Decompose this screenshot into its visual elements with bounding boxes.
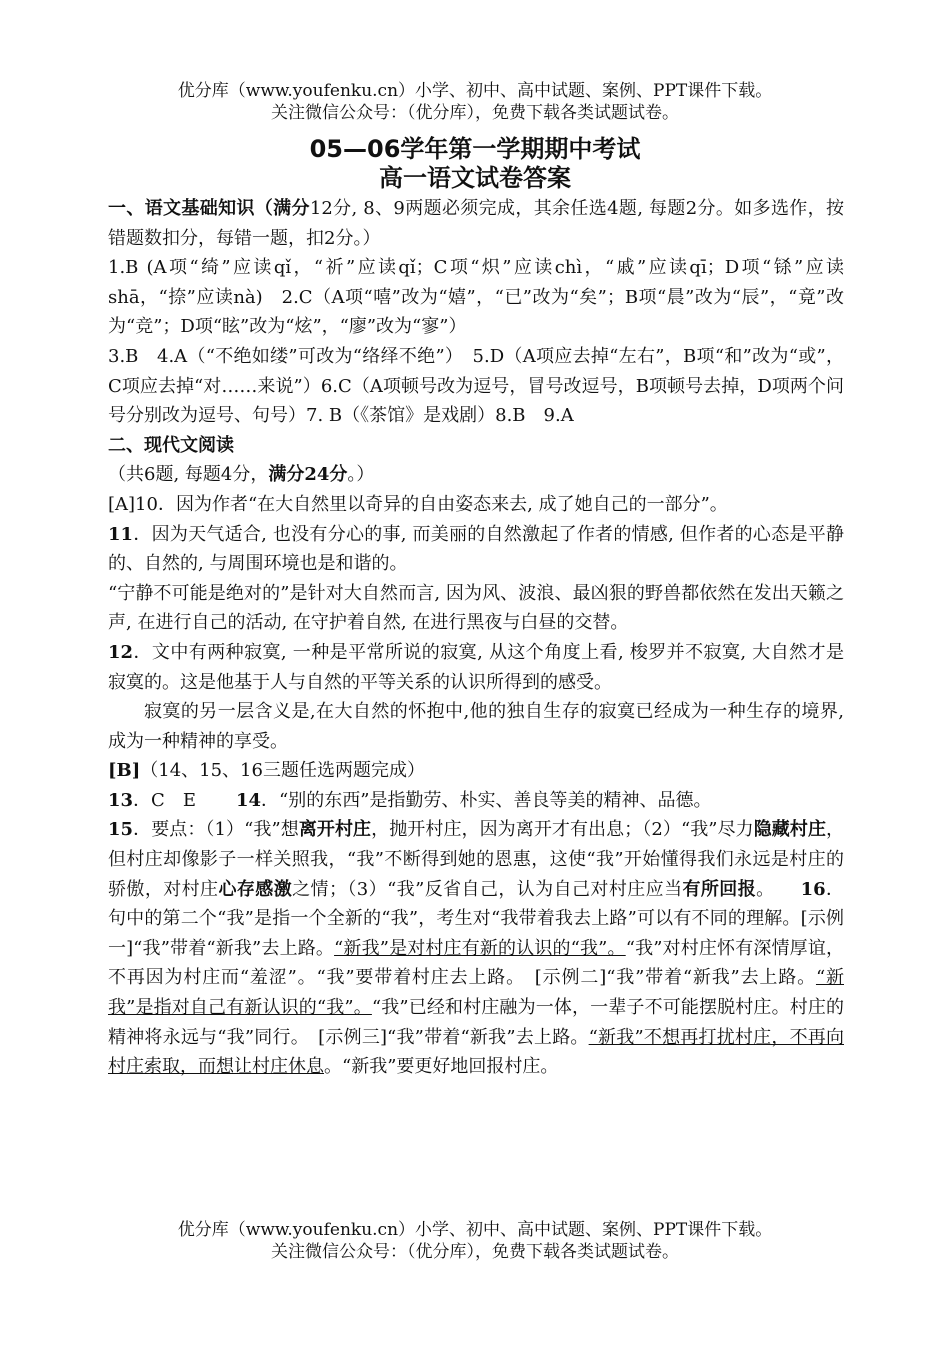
header-line-1: 优分库（www.youfenku.cn）小学、初中、高中试题、案例、PPT课件下载。 xyxy=(177,81,773,101)
answer-q10: [A]10．因为作者“在大自然里以奇异的自由姿态来去, 成了她自己的一部分”。 xyxy=(108,493,728,515)
section2-intro: （共6题, 每题4分，满分24分。） xyxy=(108,464,375,486)
footer-line-2: 关注微信公众号：（优分库），免费下载各类试题试卷。 xyxy=(271,1242,679,1262)
answer-q12-b: 寂寞的另一层含义是,在大自然的怀抱中,他的独自生存的寂寞已经成为一种生存的境界,成为一种精神的享受。 xyxy=(108,701,844,752)
answer-q13-q14: 13．C E 14．“别的东西”是指勤劳、朴实、善良等美的精神、品德。 xyxy=(108,789,712,811)
answer-body xyxy=(108,194,844,1082)
exam-subtitle: 高一语文试卷答案 xyxy=(379,164,571,192)
answer-q11: 11．因为天气适合, 也没有分心的事, 而美丽的自然激起了作者的情感, 但作者的心态是平静的、自然的, 与周围环境也是和谐的。 xyxy=(108,523,844,575)
section1-answers-1: 1.B (A项“绮”应读qǐ，“祈”应读qǐ；C项“炽”应读chì，“戚”应读qī；D项“铩”应读shā，“捺”应读nà) 2.C（A项“嘻”改为“嬉”，“已”改为“矣”；B项“晨”改为“辰”，“竟”改为“竞”；D项“眩”改为“炫”，“廖”改为“寥”） xyxy=(108,257,844,338)
section1-answers-2: 3.B 4.A（“不绝如缕”可改为“络绎不绝”） 5.D（A项应去掉“左右”，B项“和”改为“或”，C项应去掉“对……来说”）6.C（A项顿号改为逗号，冒号改逗号，B项顿号去掉，D项两个问号分别改为逗号、句号）7. B（《茶馆》是戏剧）8.B 9.A xyxy=(108,345,844,427)
answer-q15-q16: 15．要点：（1）“我”想离开村庄，抛开村庄，因为离开才有出息；（2）“我”尽力隐藏村庄，但村庄却像影子一样关照我，“我”不断得到她的恩惠，这使“我”开始懂得我们永远是村庄的骄傲，对村庄心存感激之情；（3）“我”反省自己，认为自己对村庄应当有所回报。 16．句中的第二个“我”是指一个全新的“我”，考生对“我带着我去上路”可以有不同的理解。[示例一]“我”带着“新我”去上路。“新我”是对村庄有新的认识的“我”。“我”对村庄怀有深情厚谊，不再因为村庄而“羞涩”。“我”要带着村庄去上路。 [示例二]“我”带着“新我”去上路。“新我”是指对自己有新认识的“我”。“我”已经和村庄融为一体，一辈子不可能摆脱村庄。村庄的精神将永远与“我”同行。 [示例三]“我”带着“新我”去上路。“新我”不想再打扰村庄，不再向村庄索取，而想让村庄休息。“新我”要更好地回报村庄。 xyxy=(108,819,845,1078)
exam-title: 05—06学年第一学期期中考试 xyxy=(309,135,641,163)
section1-heading: 一、语文基础知识（满分12分, 8、9两题必须完成，其余任选4题, 每题2分。如多选作，按错题数扣分，每错一题，扣2分。） xyxy=(108,198,845,249)
header-line-2: 关注微信公众号：（优分库），免费下载各类试题试卷。 xyxy=(271,103,679,123)
answer-q12: 12．文中有两种寂寞, 一种是平常所说的寂寞, 从这个角度上看, 梭罗并不寂寞, 大自然才是寂寞的。这是他基于人与自然的平等关系的认识所得到的感受。 xyxy=(108,641,844,693)
section2-heading: 二、现代文阅读 xyxy=(108,434,234,456)
answer-q11-b: “宁静不可能是绝对的”是针对大自然而言, 因为风、波浪、最凶狠的野兽都依然在发出天籁之声, 在进行自己的活动, 在守护着自然, 在进行黑夜与白昼的交替。 xyxy=(108,582,844,634)
footer-line-1: 优分库（www.youfenku.cn）小学、初中、高中试题、案例、PPT课件下载。 xyxy=(177,1220,773,1240)
part-b-note: [B]（14、15、16三题任选两题完成） xyxy=(108,760,425,782)
